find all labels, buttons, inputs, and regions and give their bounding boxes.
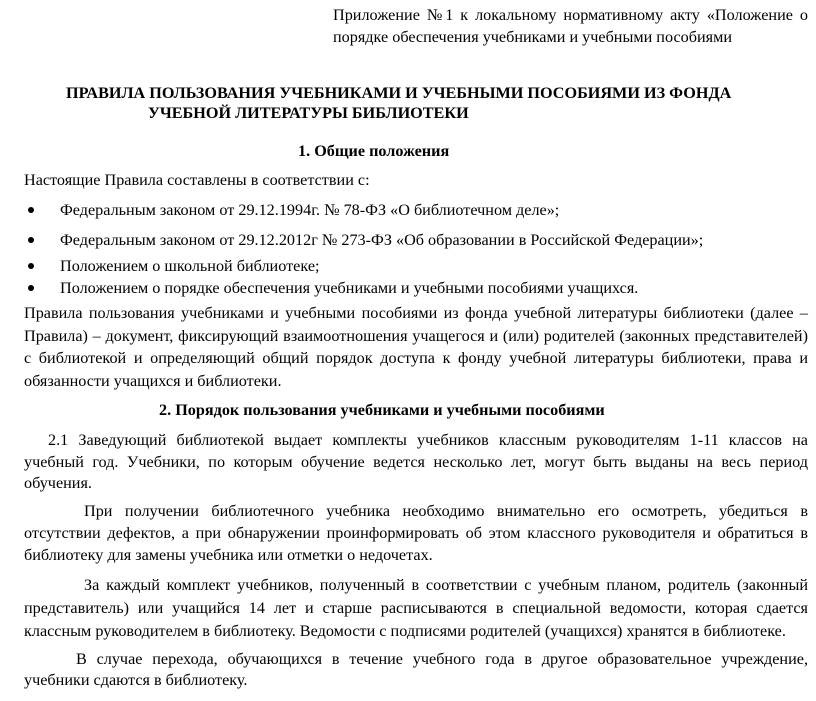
section-2-paragraph: 2.1 Заведующий библиотекой выдает комплекты учебников классным руководителям 1-11 классов на учебный год. Учебники, по которым обучение ведется несколько лет, могут быть выданы на весь период обучения.: [24, 431, 808, 492]
list-item-text: Федеральным законом от 29.12.1994г. № 78-ФЗ «О библиотечном деле»;: [60, 201, 560, 219]
section-1-intro: Настоящие Правила составлены в соответствии с:: [24, 171, 370, 189]
bullet-icon: [28, 285, 34, 291]
document-title-line-2: УЧЕБНОЙ ЛИТЕРАТУРЫ БИБЛИОТЕКИ: [148, 104, 469, 122]
section-2-paragraph: За каждый комплект учебников, полученный в соответствии с учебным планом, родитель (законный представитель) или учащийся 14 лет и старше расписываются в специальной ведомости, которая сдается классным руководителем в библиотеку. Ведомости с подписями родителей (учащихся) хранятся в библиотеке.: [24, 576, 808, 640]
section-2-heading: 2. Порядок пользования учебниками и учебными пособиями: [159, 401, 605, 419]
section-1-heading: 1. Общие положения: [298, 142, 450, 160]
annex-note: Приложение №1 к локальному нормативному акту «Положение о порядке обеспечения учебниками и учебными пособиями: [333, 6, 808, 46]
section-2-paragraph: При получении библиотечного учебника необходимо внимательно его осмотреть, убедиться в отсутствии дефектов, а при обнаружении проинформировать об этом классного руководителя и обратиться в библиотеку для замены учебника или отметки о недочетах.: [24, 502, 808, 564]
section-2-paragraph: В случае перехода, обучающихся в течение учебного года в другое образовательное учреждение, учебники сдаются в библиотеку.: [24, 650, 808, 689]
list-item-text: Федеральным законом от 29.12.2012г № 273-ФЗ «Об образовании в Российской Федерации»;: [60, 231, 704, 249]
document-title-line-1: ПРАВИЛА ПОЛЬЗОВАНИЯ УЧЕБНИКАМИ И УЧЕБНЫМИ ПОСОБИЯМИ ИЗ ФОНДА: [66, 84, 732, 102]
bullet-icon: [28, 237, 34, 243]
bullet-icon: [28, 263, 34, 269]
list-item-text: Положением о школьной библиотеке;: [60, 257, 320, 275]
list-item-text: Положением о порядке обеспечения учебниками и учебными пособиями учащихся.: [60, 279, 639, 297]
bullet-icon: [28, 207, 34, 213]
section-1-paragraph: Правила пользования учебниками и учебными пособиями из фонда учебной литературы библиотеки (далее – Правила) – документ, фиксирующий взаимоотношения учащегося и (или) родителей (законных представителей) с библиотекой и определяющий общий порядок доступа к фонду учебной литературы библиотеки, права и обязанности учащихся и библиотеки.: [24, 304, 808, 390]
